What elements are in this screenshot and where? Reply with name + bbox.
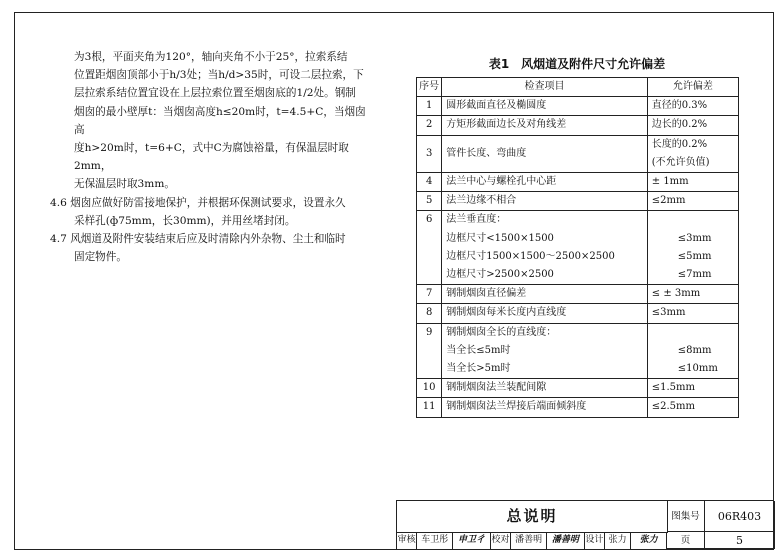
check-item-line: 方矩形截面边长及对角线差 xyxy=(446,119,567,131)
tolerance-table xyxy=(416,77,739,418)
check-item xyxy=(442,211,648,285)
deviation-value xyxy=(647,323,738,379)
table-row xyxy=(417,116,739,135)
table-row xyxy=(417,172,739,191)
check-item xyxy=(442,135,648,172)
design-label: 设计 xyxy=(585,532,605,549)
table-row xyxy=(417,135,739,172)
deviation-value xyxy=(647,135,738,172)
check-item xyxy=(442,192,648,211)
deviation-line: ≤10mm xyxy=(677,362,718,374)
note-4-7: 4.7 风烟道及附件安装结束后应及时清除内外杂物、尘土和临时 xyxy=(50,233,346,246)
atlas-number: 06R403 xyxy=(705,501,775,532)
row-number: 3 xyxy=(417,135,442,172)
table-row xyxy=(417,192,739,211)
row-number: 5 xyxy=(417,192,442,211)
deviation-value xyxy=(647,172,738,191)
designer-name: 张力 xyxy=(605,532,631,549)
check-item xyxy=(442,116,648,135)
title-block xyxy=(396,500,774,550)
check-item-line: 法兰中心与螺栓孔中心距 xyxy=(446,175,557,187)
row-number: 4 xyxy=(417,172,442,191)
note-line: 无保温层时取3mm。 xyxy=(74,178,175,191)
deviation-line: ≤7mm xyxy=(677,268,712,280)
header-item: 检查项目 xyxy=(442,78,648,97)
note-line: 位置距烟囱顶部小于h/3处；当h/d>35时，可设二层拉索，下 xyxy=(74,69,364,82)
check-item-line: 钢制烟囱全长的直线度： xyxy=(446,326,557,338)
note-4-7-cont: 固定物件。 xyxy=(74,251,127,264)
row-number: 1 xyxy=(417,97,442,116)
deviation-line xyxy=(652,211,734,229)
check-item xyxy=(442,172,648,191)
check-item-line: 钢制烟囱每米长度内直线度 xyxy=(446,307,567,319)
table-row xyxy=(417,379,739,398)
row-number: 7 xyxy=(417,285,442,304)
deviation-value xyxy=(647,192,738,211)
row-number: 8 xyxy=(417,304,442,323)
check-item-line: 钢制烟囱法兰焊接后端面倾斜度 xyxy=(446,401,587,413)
deviation-value xyxy=(647,398,738,417)
review-label: 审核 xyxy=(397,532,417,549)
deviation-line: ≤5mm xyxy=(677,250,712,262)
row-number: 10 xyxy=(417,379,442,398)
check-item xyxy=(442,304,648,323)
deviation-line: ≤ ± 3mm xyxy=(651,288,701,300)
check-item xyxy=(442,379,648,398)
page-number: 5 xyxy=(705,532,775,549)
note-4-6: 4.6 烟囱应做好防雷接地保护，并根据环保测试要求，设置永久 xyxy=(50,196,346,209)
deviation-line: 边长的0.2% xyxy=(651,119,708,131)
check-item-line: 管件长度、弯曲度 xyxy=(446,147,527,159)
signature-row xyxy=(397,532,667,549)
check-item-line: 圆形截面直径及椭圆度 xyxy=(446,100,547,112)
note-line: 度h>20m时，t=6+C，式中C为腐蚀裕量，有保温层时取2mm， xyxy=(74,142,349,173)
deviation-value xyxy=(647,304,738,323)
note-continuation xyxy=(50,48,372,194)
table-row xyxy=(417,211,739,285)
note-4-6-cont: 采样孔(ф75mm，长30mm)，并用丝堵封闭。 xyxy=(74,214,296,227)
checker-name: 潘善明 xyxy=(511,532,547,549)
table-row xyxy=(417,97,739,116)
check-item xyxy=(442,285,648,304)
table-title: 表1 风烟道及附件尺寸允许偏差 xyxy=(488,57,666,71)
check-item-line: 边框尺寸1500×1500～2500×2500 xyxy=(446,250,615,262)
note-line: 层拉索系结位置宜设在上层拉索位置至烟囱底的1/2处。钢制 xyxy=(74,87,356,100)
note-line: 为3根，平面夹角为120°，轴向夹角不小于25°，拉索系结 xyxy=(74,51,348,63)
designer-signature: 张力 xyxy=(639,535,658,545)
header-no: 序号 xyxy=(417,78,442,97)
table-header-row xyxy=(417,78,739,97)
deviation-line: ± 1mm xyxy=(651,175,689,187)
deviation-line: ≤3mm xyxy=(651,307,686,319)
page-label: 页 xyxy=(667,532,705,549)
deviation-line: 直径的0.3% xyxy=(651,100,708,112)
deviation-line: 长度的0.2% xyxy=(651,138,708,150)
deviation-value xyxy=(647,379,738,398)
header-deviation: 允许偏差 xyxy=(647,78,738,97)
table-row xyxy=(417,398,739,417)
deviation-line: ≤3mm xyxy=(677,232,712,244)
atlas-label: 图集号 xyxy=(667,501,705,532)
deviation-value xyxy=(647,116,738,135)
row-number: 2 xyxy=(417,116,442,135)
table-row xyxy=(417,285,739,304)
check-item xyxy=(442,97,648,116)
notes-section xyxy=(50,48,372,266)
reviewer-name: 车卫彤 xyxy=(417,532,453,549)
deviation-line: ≤2.5mm xyxy=(651,401,696,413)
check-item xyxy=(442,323,648,379)
check-item-line: 边框尺寸<1500×1500 xyxy=(446,232,554,244)
deviation-line: ≤1.5mm xyxy=(651,382,696,394)
table-row xyxy=(417,323,739,379)
deviation-line: (不允许负值) xyxy=(651,156,710,168)
check-item-line: 法兰垂直度： xyxy=(446,214,507,226)
note-line: 烟囱的最小壁厚t：当烟囱高度h≤20m时，t=4.5+C，当烟囱高 xyxy=(74,105,366,136)
check-item xyxy=(442,398,648,417)
row-number: 11 xyxy=(417,398,442,417)
check-item-line: 法兰边缘不相合 xyxy=(446,195,517,207)
check-label: 校对 xyxy=(491,532,511,549)
deviation-value xyxy=(647,211,738,285)
check-item-line: 钢制烟囱直径偏差 xyxy=(446,288,527,300)
table-row xyxy=(417,304,739,323)
deviation-value xyxy=(647,97,738,116)
check-item-line: 边框尺寸>2500×2500 xyxy=(446,268,554,280)
deviation-value xyxy=(647,285,738,304)
table-body xyxy=(417,97,739,417)
check-item-line: 当全长≤5m时 xyxy=(446,344,511,356)
deviation-line: ≤8mm xyxy=(677,344,712,356)
checker-signature: 潘善明 xyxy=(547,532,585,549)
check-item-line: 当全长>5m时 xyxy=(446,362,511,374)
drawing-title: 总说明 xyxy=(397,501,668,533)
deviation-line xyxy=(652,324,734,342)
reviewer-signature: 申卫彳 xyxy=(453,532,491,549)
row-number: 6 xyxy=(417,211,442,285)
deviation-line: ≤2mm xyxy=(651,195,686,207)
check-item-line: 钢制烟囱法兰装配间隙 xyxy=(446,382,547,394)
row-number: 9 xyxy=(417,323,442,379)
